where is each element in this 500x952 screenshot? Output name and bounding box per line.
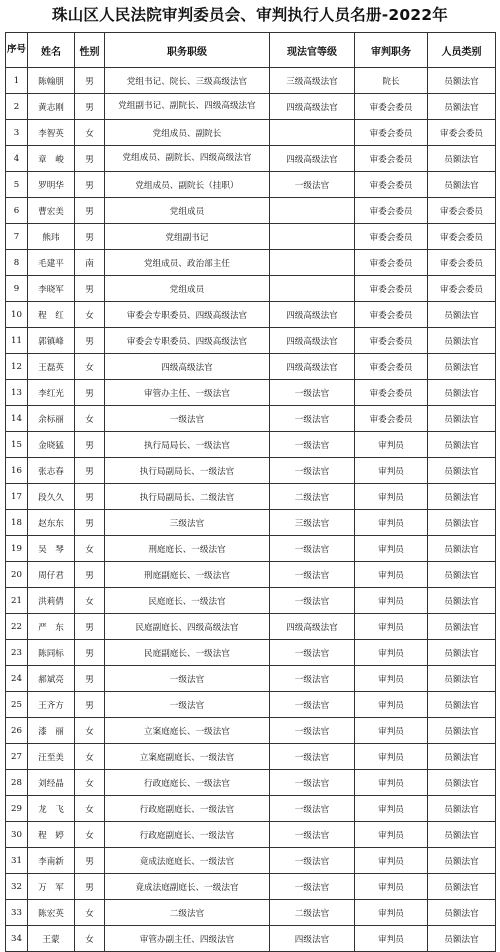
cell-gender: 男 [75,172,105,198]
cell-category: 审委会委员 [428,276,496,302]
cell-category: 员额法官 [428,432,496,458]
cell-category: 员额法官 [428,744,496,770]
cell-gender: 女 [75,744,105,770]
cell-category: 员额法官 [428,666,496,692]
cell-seq: 27 [6,744,28,770]
cell-grade: 一级法官 [270,172,355,198]
table-row [6,848,496,874]
cell-name: 毛建平 [28,250,75,276]
cell-grade [270,120,355,146]
cell-judicial-role: 审委会委员 [355,172,428,198]
cell-grade: 四级高级法官 [270,146,355,172]
cell-grade: 一级法官 [270,874,355,900]
table-row [6,926,496,952]
table-row [6,328,496,354]
cell-name: 王磊英 [28,354,75,380]
cell-seq: 32 [6,874,28,900]
cell-name: 黄志刚 [28,94,75,120]
cell-judicial-role: 审委会委员 [355,276,428,302]
cell-grade: 一级法官 [270,796,355,822]
cell-grade: 一级法官 [270,666,355,692]
cell-position: 民庭副庭长、一级法官 [105,640,270,666]
cell-category: 员额法官 [428,562,496,588]
cell-category: 员额法官 [428,458,496,484]
cell-position: 二级法官 [105,900,270,926]
cell-gender: 男 [75,328,105,354]
cell-name: 李南新 [28,848,75,874]
cell-name: 严 东 [28,614,75,640]
cell-seq: 31 [6,848,28,874]
table-row [6,380,496,406]
cell-gender: 女 [75,120,105,146]
cell-grade: 一级法官 [270,562,355,588]
cell-position: 审委会专职委员、四级高级法官 [105,302,270,328]
cell-seq: 34 [6,926,28,952]
table-row [6,68,496,94]
cell-position: 立案庭副庭长、一级法官 [105,744,270,770]
cell-category: 员额法官 [428,536,496,562]
cell-category: 员额法官 [428,770,496,796]
cell-name: 曹宏美 [28,198,75,224]
cell-category: 员额法官 [428,302,496,328]
table-row [6,874,496,900]
cell-position: 四级高级法官 [105,354,270,380]
cell-name: 程 婷 [28,822,75,848]
cell-category: 员额法官 [428,484,496,510]
cell-category: 员额法官 [428,692,496,718]
cell-category: 员额法官 [428,68,496,94]
cell-grade: 一级法官 [270,822,355,848]
cell-name: 刘经晶 [28,770,75,796]
cell-gender: 男 [75,640,105,666]
cell-seq: 28 [6,770,28,796]
cell-judicial-role: 审委会委员 [355,198,428,224]
cell-grade: 四级高级法官 [270,302,355,328]
cell-gender: 女 [75,796,105,822]
cell-position: 执行局副局长、一级法官 [105,458,270,484]
cell-gender: 男 [75,510,105,536]
cell-position: 民庭庭长、一级法官 [105,588,270,614]
cell-gender: 男 [75,432,105,458]
cell-gender: 女 [75,900,105,926]
cell-grade: 一级法官 [270,380,355,406]
cell-seq: 33 [6,900,28,926]
header-judicial-role: 审判职务 [355,33,428,68]
table-row [6,588,496,614]
cell-grade: 二级法官 [270,484,355,510]
cell-position: 刑庭庭长、一级法官 [105,536,270,562]
cell-name: 汪至美 [28,744,75,770]
cell-grade: 一级法官 [270,718,355,744]
cell-category: 员额法官 [428,328,496,354]
table-row [6,276,496,302]
cell-position: 民庭副庭长、四级高级法官 [105,614,270,640]
cell-name: 陈宏英 [28,900,75,926]
table-row [6,614,496,640]
cell-category: 员额法官 [428,900,496,926]
cell-judicial-role: 审判员 [355,926,428,952]
table-row [6,536,496,562]
cell-category: 员额法官 [428,146,496,172]
cell-grade: 一级法官 [270,744,355,770]
table-row [6,510,496,536]
cell-position: 竟成法庭庭长、一级法官 [105,848,270,874]
cell-name: 吴 琴 [28,536,75,562]
cell-seq: 6 [6,198,28,224]
cell-position: 审管办副主任、四级法官 [105,926,270,952]
cell-category: 员额法官 [428,406,496,432]
cell-judicial-role: 审判员 [355,848,428,874]
cell-seq: 5 [6,172,28,198]
cell-judicial-role: 审判员 [355,822,428,848]
cell-position: 党组成员、副院长 [105,120,270,146]
document-title: 珠山区人民法院审判委员会、审判执行人员名册-2022年 [52,6,448,24]
cell-grade [270,250,355,276]
table-row [6,484,496,510]
cell-grade: 一级法官 [270,770,355,796]
cell-seq: 22 [6,614,28,640]
table-row [6,900,496,926]
cell-position: 党组成员 [105,198,270,224]
header-category: 人员类别 [428,33,496,68]
table-row [6,198,496,224]
cell-gender: 男 [75,276,105,302]
cell-name: 余标丽 [28,406,75,432]
table-row [6,406,496,432]
table-row [6,796,496,822]
cell-name: 章 峻 [28,146,75,172]
cell-seq: 1 [6,68,28,94]
cell-seq: 29 [6,796,28,822]
cell-judicial-role: 审委会委员 [355,250,428,276]
cell-judicial-role: 审判员 [355,510,428,536]
cell-grade: 四级高级法官 [270,94,355,120]
cell-judicial-role: 审委会委员 [355,406,428,432]
cell-seq: 18 [6,510,28,536]
table-row [6,432,496,458]
cell-seq: 14 [6,406,28,432]
table-row [6,666,496,692]
cell-judicial-role: 院长 [355,68,428,94]
cell-judicial-role: 审判员 [355,536,428,562]
cell-category: 员额法官 [428,796,496,822]
cell-gender: 女 [75,822,105,848]
header-gender: 性别 [75,33,105,68]
cell-position: 执行局副局长、二级法官 [105,484,270,510]
cell-seq: 12 [6,354,28,380]
cell-judicial-role: 审判员 [355,614,428,640]
cell-position: 一级法官 [105,692,270,718]
cell-judicial-role: 审判员 [355,562,428,588]
table-row [6,172,496,198]
cell-name: 李晓军 [28,276,75,302]
cell-category: 员额法官 [428,926,496,952]
cell-seq: 26 [6,718,28,744]
cell-grade: 一级法官 [270,848,355,874]
cell-judicial-role: 审判员 [355,692,428,718]
cell-grade: 四级法官 [270,926,355,952]
cell-category: 审委会委员 [428,198,496,224]
cell-category: 员额法官 [428,94,496,120]
cell-grade [270,198,355,224]
cell-grade: 四级高级法官 [270,354,355,380]
cell-gender: 男 [75,224,105,250]
cell-gender: 女 [75,536,105,562]
cell-position: 行政庭副庭长、一级法官 [105,796,270,822]
table-header-row [6,33,496,68]
cell-gender: 男 [75,68,105,94]
cell-category: 员额法官 [428,172,496,198]
cell-judicial-role: 审委会委员 [355,146,428,172]
cell-gender: 男 [75,848,105,874]
cell-name: 李红光 [28,380,75,406]
cell-seq: 24 [6,666,28,692]
cell-seq: 23 [6,640,28,666]
cell-position: 立案庭庭长、一级法官 [105,718,270,744]
cell-grade: 四级高级法官 [270,328,355,354]
cell-gender: 男 [75,666,105,692]
cell-judicial-role: 审判员 [355,900,428,926]
cell-grade: 二级法官 [270,900,355,926]
cell-seq: 15 [6,432,28,458]
cell-judicial-role: 审判员 [355,770,428,796]
cell-seq: 8 [6,250,28,276]
cell-seq: 30 [6,822,28,848]
cell-category: 员额法官 [428,640,496,666]
cell-position: 行政庭庭长、一级法官 [105,770,270,796]
cell-seq: 16 [6,458,28,484]
header-seq: 序号 [6,33,28,68]
cell-gender: 女 [75,302,105,328]
cell-category: 审委会委员 [428,120,496,146]
cell-position: 党组书记、院长、三级高级法官 [105,68,270,94]
cell-judicial-role: 审判员 [355,458,428,484]
cell-name: 郭镇峰 [28,328,75,354]
cell-seq: 9 [6,276,28,302]
cell-gender: 南 [75,250,105,276]
cell-position: 党组成员 [105,276,270,302]
table-row [6,640,496,666]
cell-seq: 19 [6,536,28,562]
cell-grade [270,276,355,302]
cell-judicial-role: 审判员 [355,666,428,692]
table-row [6,458,496,484]
table-row [6,354,496,380]
roster-body [6,68,496,952]
cell-gender: 男 [75,614,105,640]
cell-name: 龙 飞 [28,796,75,822]
cell-category: 审委会委员 [428,250,496,276]
cell-position: 党组成员、副院长、四级高级法官 [105,146,270,172]
cell-grade: 一级法官 [270,432,355,458]
cell-judicial-role: 审委会委员 [355,94,428,120]
cell-gender: 女 [75,406,105,432]
cell-position: 党组副书记、副院长、四级高级法官 [105,94,270,120]
cell-grade: 一级法官 [270,406,355,432]
cell-position: 执行局局长、一级法官 [105,432,270,458]
cell-judicial-role: 审判员 [355,874,428,900]
cell-judicial-role: 审委会委员 [355,380,428,406]
cell-judicial-role: 审判员 [355,744,428,770]
table-row [6,744,496,770]
cell-name: 郝斌亮 [28,666,75,692]
cell-grade [270,224,355,250]
cell-name: 罗明华 [28,172,75,198]
cell-name: 熊玮 [28,224,75,250]
cell-gender: 男 [75,94,105,120]
cell-seq: 25 [6,692,28,718]
cell-name: 漆 丽 [28,718,75,744]
cell-position: 党组成员、政治部主任 [105,250,270,276]
cell-category: 员额法官 [428,848,496,874]
cell-judicial-role: 审委会委员 [355,224,428,250]
cell-category: 员额法官 [428,588,496,614]
cell-seq: 17 [6,484,28,510]
cell-judicial-role: 审委会委员 [355,354,428,380]
cell-grade: 一级法官 [270,458,355,484]
table-row [6,718,496,744]
cell-grade: 三级法官 [270,510,355,536]
cell-gender: 男 [75,380,105,406]
cell-grade: 一级法官 [270,536,355,562]
cell-gender: 男 [75,874,105,900]
cell-grade: 三级高级法官 [270,68,355,94]
header-name: 姓名 [28,33,75,68]
cell-category: 员额法官 [428,874,496,900]
cell-position: 一级法官 [105,666,270,692]
cell-name: 周仔君 [28,562,75,588]
cell-name: 洪莉倩 [28,588,75,614]
cell-name: 张志春 [28,458,75,484]
cell-category: 员额法官 [428,354,496,380]
cell-name: 李智英 [28,120,75,146]
header-grade: 现法官等级 [270,33,355,68]
cell-name: 王齐方 [28,692,75,718]
cell-name: 陈翰朋 [28,68,75,94]
cell-seq: 11 [6,328,28,354]
cell-gender: 女 [75,770,105,796]
cell-gender: 男 [75,484,105,510]
cell-name: 赵东东 [28,510,75,536]
cell-gender: 女 [75,588,105,614]
cell-position: 党组副书记 [105,224,270,250]
table-row [6,822,496,848]
cell-category: 审委会委员 [428,224,496,250]
cell-gender: 男 [75,198,105,224]
cell-position: 三级法官 [105,510,270,536]
cell-seq: 21 [6,588,28,614]
cell-judicial-role: 审判员 [355,796,428,822]
cell-category: 员额法官 [428,510,496,536]
cell-seq: 20 [6,562,28,588]
table-row [6,562,496,588]
header-position: 职务职级 [105,33,270,68]
cell-gender: 男 [75,562,105,588]
cell-gender: 女 [75,354,105,380]
cell-name: 金晓猛 [28,432,75,458]
cell-judicial-role: 审判员 [355,718,428,744]
cell-category: 员额法官 [428,822,496,848]
cell-judicial-role: 审判员 [355,640,428,666]
cell-category: 员额法官 [428,614,496,640]
cell-position: 一级法官 [105,406,270,432]
cell-judicial-role: 审委会委员 [355,328,428,354]
cell-seq: 2 [6,94,28,120]
table-row [6,692,496,718]
cell-grade: 一级法官 [270,692,355,718]
cell-judicial-role: 审判员 [355,432,428,458]
cell-seq: 4 [6,146,28,172]
cell-gender: 男 [75,692,105,718]
cell-judicial-role: 审判员 [355,484,428,510]
cell-judicial-role: 审判员 [355,588,428,614]
table-row [6,120,496,146]
cell-gender: 女 [75,926,105,952]
cell-seq: 7 [6,224,28,250]
cell-seq: 13 [6,380,28,406]
cell-name: 段久久 [28,484,75,510]
table-row [6,224,496,250]
cell-position: 刑庭副庭长、一级法官 [105,562,270,588]
cell-name: 程 红 [28,302,75,328]
cell-category: 员额法官 [428,718,496,744]
cell-grade: 四级高级法官 [270,614,355,640]
cell-gender: 男 [75,458,105,484]
cell-gender: 男 [75,146,105,172]
cell-seq: 10 [6,302,28,328]
table-row [6,250,496,276]
cell-judicial-role: 审委会委员 [355,302,428,328]
table-row [6,146,496,172]
cell-position: 审委会专职委员、四级高级法官 [105,328,270,354]
cell-category: 员额法官 [428,380,496,406]
roster-table [5,32,496,952]
cell-seq: 3 [6,120,28,146]
table-row [6,302,496,328]
cell-name: 王蒙 [28,926,75,952]
cell-name: 万 军 [28,874,75,900]
cell-gender: 女 [75,718,105,744]
cell-position: 竟成法庭副庭长、一级法官 [105,874,270,900]
cell-grade: 一级法官 [270,588,355,614]
cell-name: 陈同标 [28,640,75,666]
cell-position: 审管办主任、一级法官 [105,380,270,406]
cell-grade: 一级法官 [270,640,355,666]
cell-judicial-role: 审委会委员 [355,120,428,146]
table-row [6,94,496,120]
cell-position: 党组成员、副院长（挂职） [105,172,270,198]
table-row [6,770,496,796]
cell-position: 行政庭副庭长、一级法官 [105,822,270,848]
